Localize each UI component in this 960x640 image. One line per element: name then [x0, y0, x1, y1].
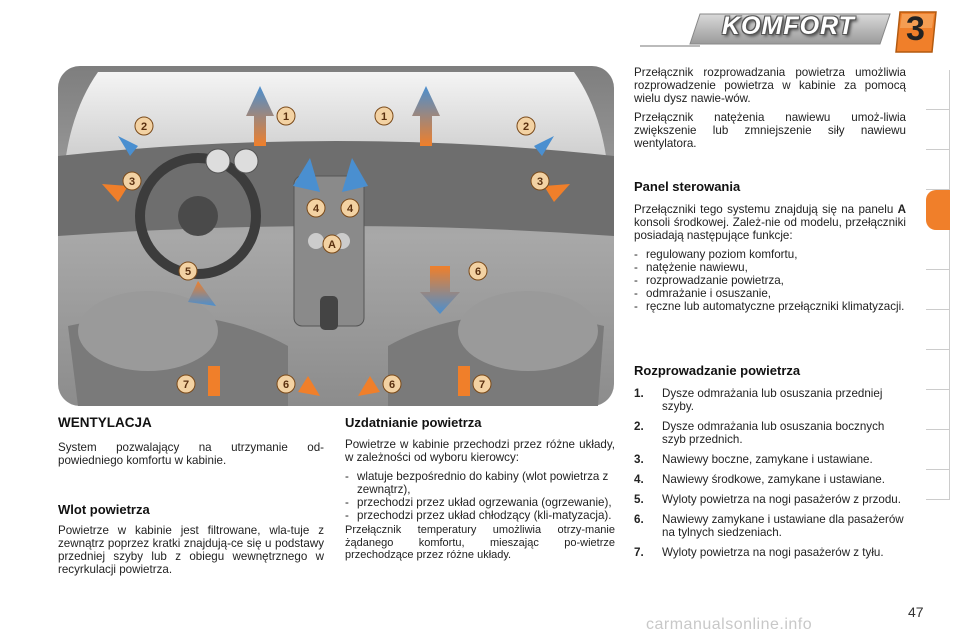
- chapter-number: 3: [906, 10, 925, 48]
- callout-label: 5: [184, 266, 192, 278]
- distribution-switch-text: [634, 66, 906, 150]
- chapter-tab[interactable]: [926, 430, 950, 470]
- callout-label: 7: [182, 379, 190, 391]
- vent-list: [634, 387, 906, 559]
- callout-label: 4: [312, 203, 320, 215]
- list-item: - przechodzi przez układ chłodzący (kli-matyzacja).: [345, 509, 615, 522]
- chapter-tab[interactable]: [926, 350, 950, 390]
- chapter-tab[interactable]: [926, 150, 950, 190]
- callout-marker: [469, 262, 487, 280]
- callout-label: 7: [478, 379, 486, 391]
- section-title: WENTYLACJA: [58, 415, 152, 430]
- section-intro: System pozwalający na utrzymanie od-powiedniego komfortu w kabinie.: [58, 441, 324, 467]
- callout-marker: [277, 107, 295, 125]
- callout-label: 3: [128, 176, 136, 188]
- callout-label: 6: [474, 266, 482, 278]
- callout-label: 6: [282, 379, 290, 391]
- page-number: 47: [908, 604, 924, 620]
- callout-label: 6: [388, 379, 396, 391]
- callout-label: 4: [346, 203, 354, 215]
- chapter-tab[interactable]: [926, 310, 950, 350]
- list-item: - rozprowadzanie powietrza,: [634, 274, 906, 287]
- callout-label: 3: [536, 176, 544, 188]
- function-list: [634, 248, 906, 313]
- callout-marker: [135, 117, 153, 135]
- list-item: 6. Nawiewy zamykane i ustawiane dla pasażerów na tylnych siedzeniach.: [634, 513, 904, 539]
- callout-label: 2: [140, 121, 148, 133]
- subsection-title: Uzdatnianie powietrza: [345, 415, 482, 430]
- list-item: - przechodzi przez układ ogrzewania (ogrzewanie),: [345, 496, 615, 509]
- subsection-outro: Przełącznik temperatury umożliwia otrzy-manie żądanego komfortu, mieszając po-wietrze przechodzące przez różne układy.: [345, 524, 615, 561]
- chapter-tab-active[interactable]: [926, 190, 950, 230]
- chapter-tabs: [926, 70, 950, 500]
- air-inlet-section: [58, 502, 324, 576]
- list-item: 5. Wyloty powietrza na nogi pasażerów z przodu.: [634, 493, 901, 506]
- control-panel-section: [634, 179, 906, 313]
- callout-marker: [123, 172, 141, 190]
- list-item: 4. Nawiewy środkowe, zamykane i ustawiane.: [634, 473, 885, 486]
- callout-marker: [307, 199, 325, 217]
- list-item: 1. Dysze odmrażania lub osuszania przedniej szyby.: [634, 387, 883, 413]
- callout-marker: [341, 199, 359, 217]
- callout-marker: [473, 375, 491, 393]
- chapter-title: KOMFORT: [722, 12, 855, 40]
- air-treatment-section: [345, 415, 615, 562]
- callout-marker: [531, 172, 549, 190]
- subsection-title: Panel sterowania: [634, 179, 741, 194]
- callout-marker: [277, 375, 295, 393]
- callout-marker: [179, 262, 197, 280]
- subsection-text: Przełączniki tego systemu znajdują się na panelu A konsoli środkowej. Zależ-nie od modelu, przełączniki posiadają następujące funkcje:: [634, 203, 906, 242]
- list-item: - odmrażanie i osuszanie,: [634, 287, 906, 300]
- subsection-intro: Powietrze w kabinie przechodzi przez różne układy, w zależności od wyboru kierowcy:: [345, 438, 615, 464]
- subsection-title: Wlot powietrza: [58, 502, 150, 517]
- subsection-title: Rozprowadzanie powietrza: [634, 363, 801, 378]
- callout-marker: [517, 117, 535, 135]
- treatment-list: [345, 470, 615, 522]
- list-item: - natężenie nawiewu,: [634, 261, 906, 274]
- subsection-text: Powietrze w kabinie jest filtrowane, wla-tuje z zewnątrz poprzez kratki znajdują-ce się u podstawy przedniej szyby lub z obiegu wewnętrznego w recyrkulacji powietrza.: [58, 524, 324, 576]
- chapter-tab[interactable]: [926, 270, 950, 310]
- air-distribution-section: [634, 363, 906, 566]
- watermark: carmanualsonline.info: [646, 616, 813, 633]
- callout-marker: [323, 235, 341, 253]
- paragraph: Przełącznik rozprowadzania powietrza umożliwia rozprowadzenie powietrza w kabinie za pomocą wielu dysz nawie-wów.: [634, 66, 906, 105]
- panel-label: A: [897, 203, 906, 216]
- callout-label: 1: [282, 111, 290, 123]
- callout-label: 2: [522, 121, 530, 133]
- list-item: - wlatuje bezpośrednio do kabiny (wlot powietrza z zewnątrz),: [345, 470, 615, 496]
- chapter-tab[interactable]: [926, 470, 950, 500]
- list-item: - regulowany poziom komfortu,: [634, 248, 906, 261]
- list-item: 3. Nawiewy boczne, zamykane i ustawiane.: [634, 453, 873, 466]
- ventilation-illustration: [58, 66, 614, 406]
- list-item: 2. Dysze odmrażania lub osuszania bocznych szyb przednich.: [634, 420, 885, 446]
- callout-marker: [177, 375, 195, 393]
- callout-marker: [383, 375, 401, 393]
- chapter-tab[interactable]: [926, 230, 950, 270]
- chapter-tab[interactable]: [926, 390, 950, 430]
- callout-marker: [375, 107, 393, 125]
- list-item: - ręczne lub automatyczne przełączniki klimatyzacji.: [634, 300, 906, 313]
- chapter-tab[interactable]: [926, 70, 950, 110]
- callout-label: A: [328, 239, 336, 251]
- ventilation-section: [58, 415, 324, 467]
- callout-label: 1: [380, 111, 388, 123]
- chapter-tab[interactable]: [926, 110, 950, 150]
- paragraph: Przełącznik natężenia nawiewu umoż-liwia zwiększenie lub zmniejszenie siły nawiewu wentylatora.: [634, 111, 906, 150]
- list-item: 7. Wyloty powietrza na nogi pasażerów z tyłu.: [634, 546, 884, 559]
